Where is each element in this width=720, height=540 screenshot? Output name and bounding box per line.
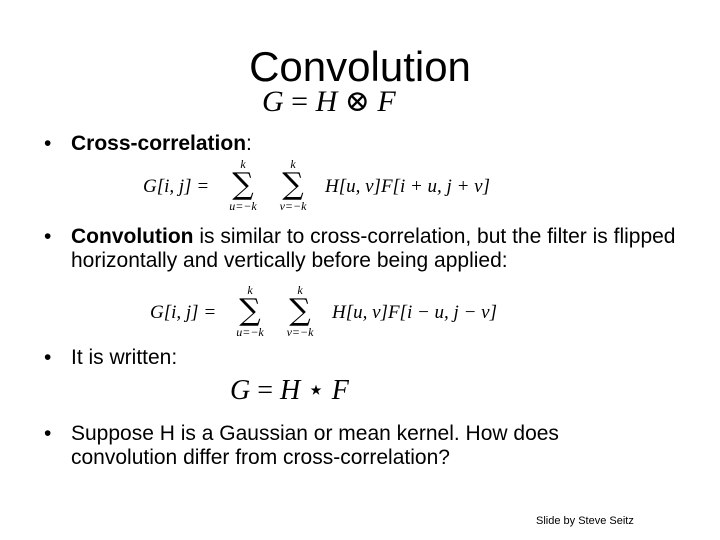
sum-u bbox=[225, 158, 261, 212]
sum-lower-limit: v=−k bbox=[286, 325, 314, 339]
eq-rhs: H[u, v]F[i + u, j + v] bbox=[325, 176, 490, 197]
bullet-bold-term: Convolution bbox=[71, 225, 194, 248]
sum-upper-limit: k bbox=[297, 283, 303, 297]
sum-lower-limit: u=−k bbox=[229, 199, 257, 213]
eq-equals: = bbox=[291, 85, 309, 118]
bullet-text: It is written: bbox=[71, 346, 178, 369]
cross-correlation-equation bbox=[143, 158, 523, 218]
bullet-text: is similar to cross-correlation, but the filter is flipped horizontally and vertically before being applied: bbox=[71, 225, 676, 272]
sum-lower-limit: u=−k bbox=[236, 325, 264, 339]
sigma-symbol: ∑ bbox=[239, 293, 261, 328]
convolution-equation bbox=[150, 284, 530, 344]
star-operator-symbol: ⋆ bbox=[307, 375, 325, 406]
eq-rhs: H[u, v]F[i − u, j − v] bbox=[332, 302, 497, 323]
bullet-dot: • bbox=[44, 346, 52, 369]
eq-f: F bbox=[377, 85, 396, 118]
eq-h: H bbox=[280, 375, 301, 406]
convolution-operator-symbol: ⊗ bbox=[344, 85, 370, 118]
bullet-text: : bbox=[246, 132, 252, 155]
sigma-symbol: ∑ bbox=[282, 167, 304, 202]
sum-v bbox=[282, 284, 318, 338]
bullet-text: Suppose H is a Gaussian or mean kernel. How does convolution differ from cross-correlation? bbox=[71, 422, 559, 469]
sigma-symbol: ∑ bbox=[289, 293, 311, 328]
sum-lower-limit: v=−k bbox=[279, 199, 307, 213]
bullet-dot: • bbox=[44, 422, 52, 445]
eq-h: H bbox=[315, 85, 338, 118]
slide-title: Convolution bbox=[249, 43, 471, 90]
sum-upper-limit: k bbox=[290, 157, 296, 171]
sum-upper-limit: k bbox=[240, 157, 246, 171]
star-convolution-equation bbox=[230, 374, 349, 408]
bullet-dot: • bbox=[44, 225, 52, 248]
eq-lhs: G[i, j] = bbox=[150, 302, 217, 323]
bullet-bold-term: Cross-correlation bbox=[71, 132, 247, 155]
eq-lhs: G bbox=[230, 375, 251, 406]
convolution-operator-equation bbox=[262, 86, 396, 118]
slide-credit: Slide by Steve Seitz bbox=[536, 515, 634, 527]
sum-u bbox=[232, 284, 268, 338]
eq-lhs: G bbox=[262, 85, 284, 118]
sigma-symbol: ∑ bbox=[232, 167, 254, 202]
eq-lhs: G[i, j] = bbox=[143, 176, 210, 197]
sum-upper-limit: k bbox=[247, 283, 253, 297]
sum-v bbox=[275, 158, 311, 212]
eq-f: F bbox=[331, 375, 349, 406]
bullet-dot: • bbox=[44, 132, 52, 155]
eq-equals: = bbox=[257, 375, 274, 406]
